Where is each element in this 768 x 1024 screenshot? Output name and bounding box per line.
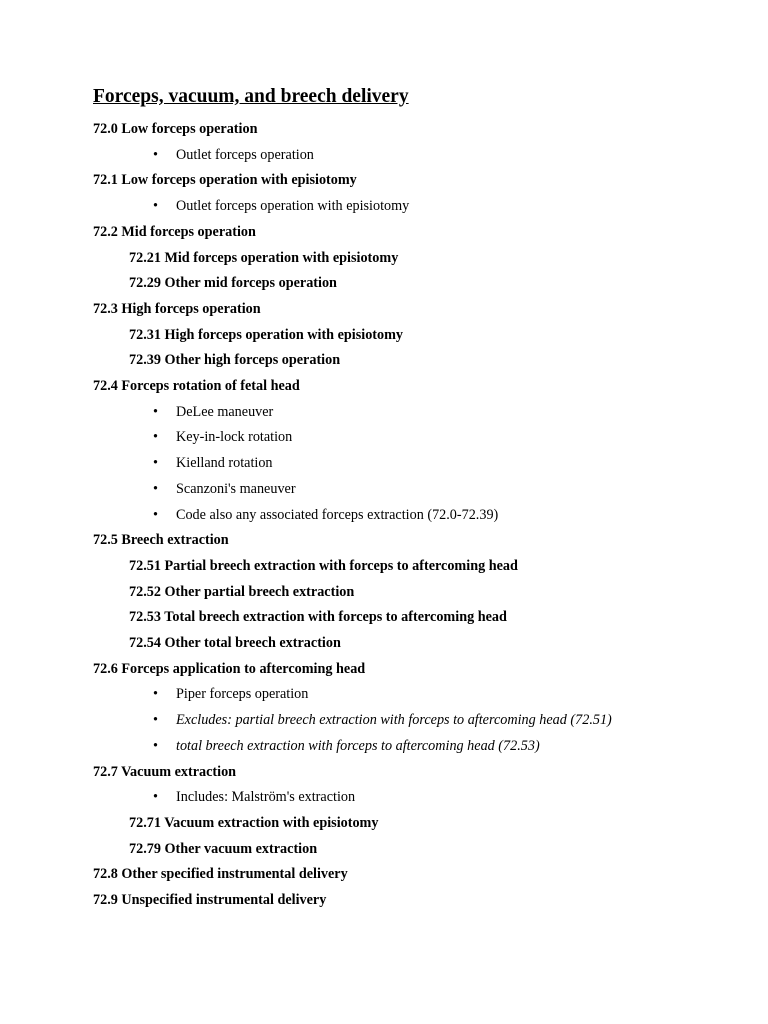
bullet-item: Kielland rotation <box>176 455 273 471</box>
bullet-item: Code also any associated forceps extraction (72.0-72.39) <box>176 507 499 523</box>
subcode-heading: 72.71 Vacuum extraction with episiotomy <box>129 815 379 831</box>
bullet-item: Scanzoni's maneuver <box>176 481 296 497</box>
bullet-icon: • <box>153 738 158 754</box>
code-heading: 72.0 Low forceps operation <box>93 121 258 137</box>
bullet-icon: • <box>153 404 158 420</box>
page-title: Forceps, vacuum, and breech delivery <box>93 86 409 107</box>
bullet-icon: • <box>153 789 158 805</box>
bullet-icon: • <box>153 147 158 163</box>
bullet-icon: • <box>153 507 158 523</box>
code-heading: 72.5 Breech extraction <box>93 532 229 548</box>
code-heading: 72.6 Forceps application to aftercoming head <box>93 661 366 677</box>
bullet-item: Includes: Malström's extraction <box>176 789 356 805</box>
code-heading: 72.3 High forceps operation <box>93 301 261 317</box>
code-heading: 72.2 Mid forceps operation <box>93 224 256 240</box>
bullet-icon: • <box>153 481 158 497</box>
subcode-heading: 72.31 High forceps operation with episiotomy <box>129 327 404 343</box>
subcode-heading: 72.53 Total breech extraction with forceps to aftercoming head <box>129 609 507 625</box>
bullet-icon: • <box>153 686 158 702</box>
bullet-item: Excludes: partial breech extraction with forceps to aftercoming head (72.51) <box>176 712 612 728</box>
bullet-icon: • <box>153 712 158 728</box>
subcode-heading: 72.54 Other total breech extraction <box>129 635 341 651</box>
subcode-heading: 72.79 Other vacuum extraction <box>129 841 318 857</box>
subcode-heading: 72.29 Other mid forceps operation <box>129 275 337 291</box>
bullet-icon: • <box>153 455 158 471</box>
bullet-icon: • <box>153 198 158 214</box>
subcode-heading: 72.51 Partial breech extraction with forceps to aftercoming head <box>129 558 518 574</box>
subcode-heading: 72.21 Mid forceps operation with episiotomy <box>129 250 399 266</box>
bullet-icon: • <box>153 429 158 445</box>
code-heading: 72.9 Unspecified instrumental delivery <box>93 892 327 908</box>
code-heading: 72.8 Other specified instrumental delivery <box>93 866 348 882</box>
subcode-heading: 72.39 Other high forceps operation <box>129 352 341 368</box>
subcode-heading: 72.52 Other partial breech extraction <box>129 584 355 600</box>
bullet-item: total breech extraction with forceps to aftercoming head (72.53) <box>176 738 540 754</box>
code-heading: 72.4 Forceps rotation of fetal head <box>93 378 300 394</box>
bullet-item: DeLee maneuver <box>176 404 274 420</box>
code-heading: 72.1 Low forceps operation with episiotomy <box>93 172 357 188</box>
bullet-item: Piper forceps operation <box>176 686 309 702</box>
bullet-item: Outlet forceps operation <box>176 147 314 163</box>
bullet-item: Outlet forceps operation with episiotomy <box>176 198 410 214</box>
bullet-item: Key-in-lock rotation <box>176 429 293 445</box>
code-heading: 72.7 Vacuum extraction <box>93 764 237 780</box>
